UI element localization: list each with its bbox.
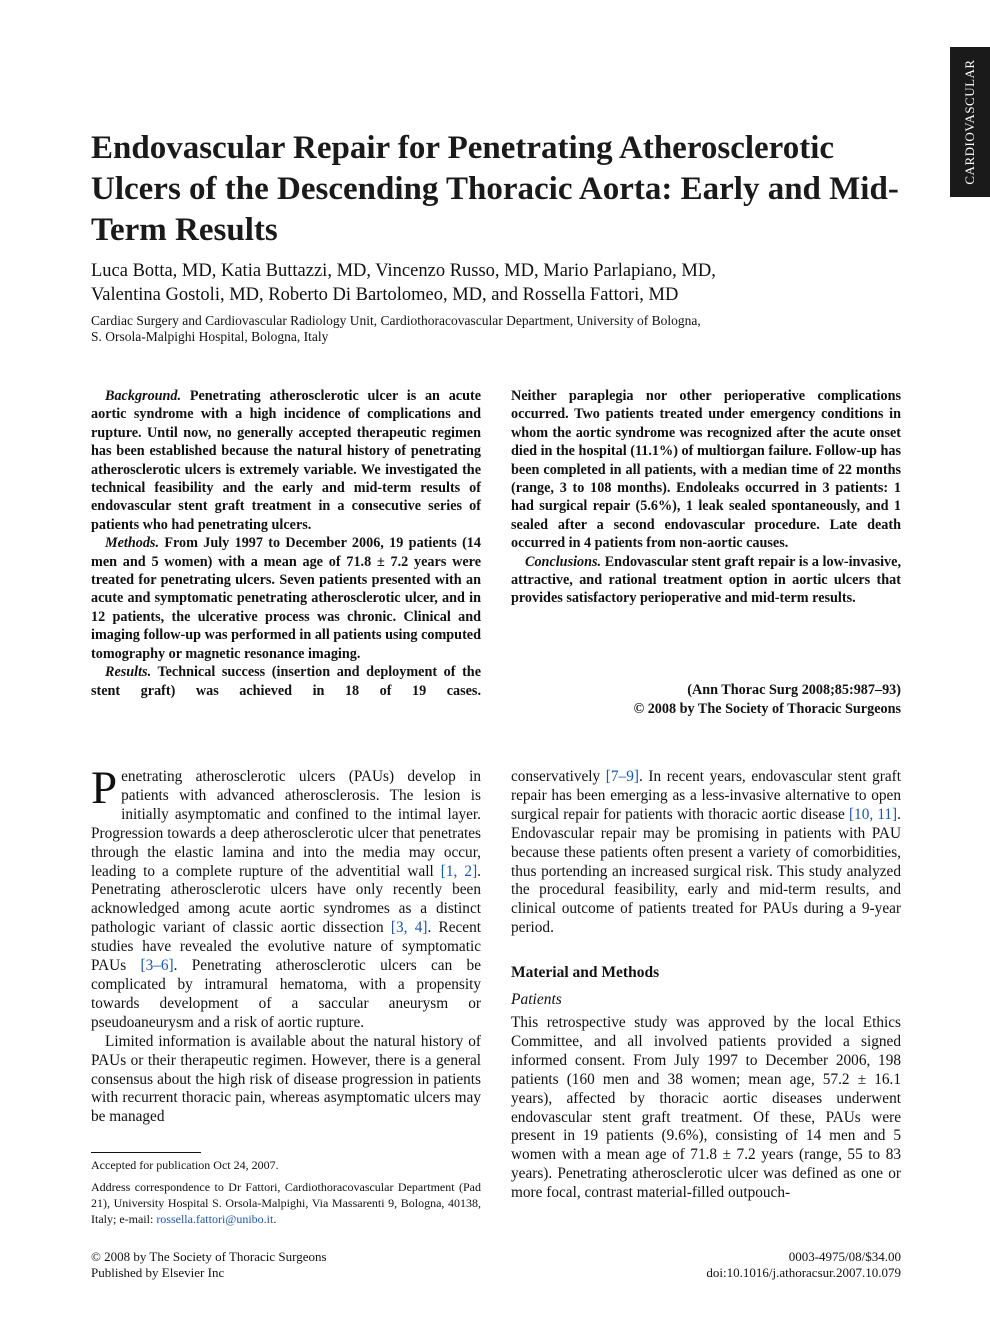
section-tab [950,47,990,197]
results-label: Results. [105,664,152,681]
background-label: Background. [105,388,182,404]
affiliation [91,313,811,345]
citation-copyright: © 2008 by The Society of Thoracic Surgeons [633,701,901,717]
footer-left [91,1249,327,1281]
footer-doi: doi:10.1016/j.athoracsur.2007.10.079 [706,1265,901,1280]
intro-paragraph-1: Penetrating atherosclerotic ulcers (PAUs) develop in patients with advanced atherosclerosis. The lesion is initially asymptomatic and confined to the intimal layer. Progression towards a deep atherosclerotic ulcer that penetrates through the elastic lamina and into the media may occur, leading to a complete rupture of the adventitial wall [1, 2]. Penetrating atherosclerotic ulcers have only recently been acknowledged among acute aortic syndromes as a distinct pathologic variant of classic aortic dissection [3, 4]. Recent studies have revealed the evolutive nature of symptomatic PAUs [3–6]. Penetrating atherosclerotic ulcers can be complicated by intramural hematoma, with a propensity towards development of a saccular aneurysm or pseudoaneurysm and a risk of aortic rupture. [91,762,481,1031]
abstract-right-column [511,387,901,608]
affiliation-line-1: Cardiac Surgery and Cardiovascular Radiology Unit, Cardiothoracovascular Department, University of Bologna, [91,313,701,328]
correspondence-note: Address correspondence to Dr Fattori, Cardiothoracovascular Department (Pad 21), University Hospital S. Orsola-Malpighi, Via Massarenti 9, Bologna, 40138, Italy; e-mail: rossella.fattori@unibo.it. [91,1180,481,1226]
subsection-heading: Patients [511,991,562,1009]
methods-paragraph: This retrospective study was approved by the local Ethics Committee, and all involved patients provided a signed informed consent. From July 1997 to December 2006, 198 patients (160 men and 38 women; mean age, 57.2 ± 16.1 years), affected by thoracic aortic diseases underwent endovascular stent graft treatment. Of these, PAUs were present in 19 patients (9.6%), consisting of 14 men and 5 women with a mean age of 71.8 ± 7.2 years (range, 55 to 83 years). Penetrating atherosclerotic ulcer was defined as one or more focal, contrast material-filled outpouch- [511,1013,901,1202]
footnote-divider [91,1152,201,1153]
abstract-left-column [91,387,481,700]
reference-link[interactable]: [3, 4] [390,919,428,937]
citation-block [511,681,901,719]
authors-line-1: Luca Botta, MD, Katia Buttazzi, MD, Vincenzo Russo, MD, Mario Parlapiano, MD, [91,261,716,281]
reference-link[interactable]: [7–9] [605,768,639,785]
conclusions-label: Conclusions. [525,553,602,570]
footer-right [600,1249,901,1281]
article-title: Endovascular Repair for Penetrating Atherosclerotic Ulcers of the Descending Thoracic Aorta: Early and Mid-Term Results [91,130,899,248]
reference-link[interactable]: [1, 2] [440,862,478,880]
abstract-results-continued: Neither paraplegia nor other perioperative complications occurred. Two patients treated under emergency conditions in whom the aortic syndrome was recognized after the acute onset died in the hospital (11.1%) of multiorgan failure. Follow-up has been completed in all patients, with a median time of 22 months (range, 3 to 108 months). Endoleaks occurred in 3 patients: 1 had surgical repair (5.6%), 1 leak sealed spontaneously, and 1 sealed after a second endovascular procedure. Late death occurred in 4 patients from non-aortic causes. [511,388,901,552]
intro-paragraph-2-continued: conservatively [7–9]. In recent years, endovascular stent graft repair has been emerging as a less-invasive alternative to open surgical repair for patients with thoracic aortic disease [10, 11]. Endovascular repair may be promising in patients with PAU because these patients often present a variety of comorbidities, thus portending an increased surgical risk. This study analyzed the procedural feasibility, early and mid-term results, and clinical outcome of patients treated for PAUs during a 9-year period. [511,768,901,937]
reference-link[interactable]: [3–6] [140,957,174,975]
affiliation-line-2: S. Orsola-Malpighi Hospital, Bologna, Italy [91,329,329,344]
abstract-background: Background. Penetrating atherosclerotic ulcer is an acute aortic syndrome with a high incidence of complications and rupture. Until now, no generally accepted therapeutic regimen has been established because the natural history of penetrating atherosclerotic ulcers is extremely variable. We investigated the technical feasibility and the early and mid-term results of endovascular stent graft treatment in a consecutive series of patients who had penetrating ulcers. [91,388,481,533]
body-right-column [511,768,901,1203]
email-link[interactable]: rossella.fattori@unibo.it [156,1212,274,1226]
footer-copyright: © 2008 by The Society of Thoracic Surgeons [91,1249,327,1264]
section-tab-label: CARDIOVASCULAR [962,59,977,185]
journal-citation: (Ann Thorac Surg 2008;85:987–93) [687,682,901,698]
accepted-note: Accepted for publication Oct 24, 2007. [91,1158,279,1172]
intro-paragraph-2: Limited information is available about the natural history of PAUs or their therapeutic regimen. However, there is a general consensus about the high risk of disease progression in patients with recurrent thoracic pain, whereas asymptomatic ulcers may be managed [91,1032,481,1126]
drop-cap: P [91,762,118,814]
footer-publisher: Published by Elsevier Inc [91,1265,225,1280]
authors-line-2: Valentina Gostoli, MD, Roberto Di Bartolomeo, MD, and Rossella Fattori, MD [91,285,679,305]
section-heading: Material and Methods [511,964,660,982]
abstract-results-start: Results. Technical success (insertion and deployment of the stent graft) was achieved in 18 of 19 cases. [91,664,481,699]
footer-issn: 0003-4975/08/$34.00 [788,1249,901,1264]
author-list [91,259,891,307]
reference-link[interactable]: [10, 11] [848,805,898,823]
methods-label: Methods. [105,535,159,552]
abstract-conclusions: Conclusions. Endovascular stent graft repair is a low-invasive, attractive, and rational treatment option in aortic ulcers that provides satisfactory perioperative and mid-term results. [511,553,901,607]
body-left-column [91,762,481,1127]
abstract-methods: Methods. From July 1997 to December 2006, 19 patients (14 men and 5 women) with a mean age of 71.8 ± 7.2 years were treated for penetrating ulcers. Seven patients presented with an acute and symptomatic penetrating atherosclerotic ulcer, and in 12 patients, the ulcerative process was chronic. Clinical and imaging follow-up was performed in all patients using computed tomography or magnetic resonance imaging. [91,535,481,662]
footnotes [91,1157,481,1233]
